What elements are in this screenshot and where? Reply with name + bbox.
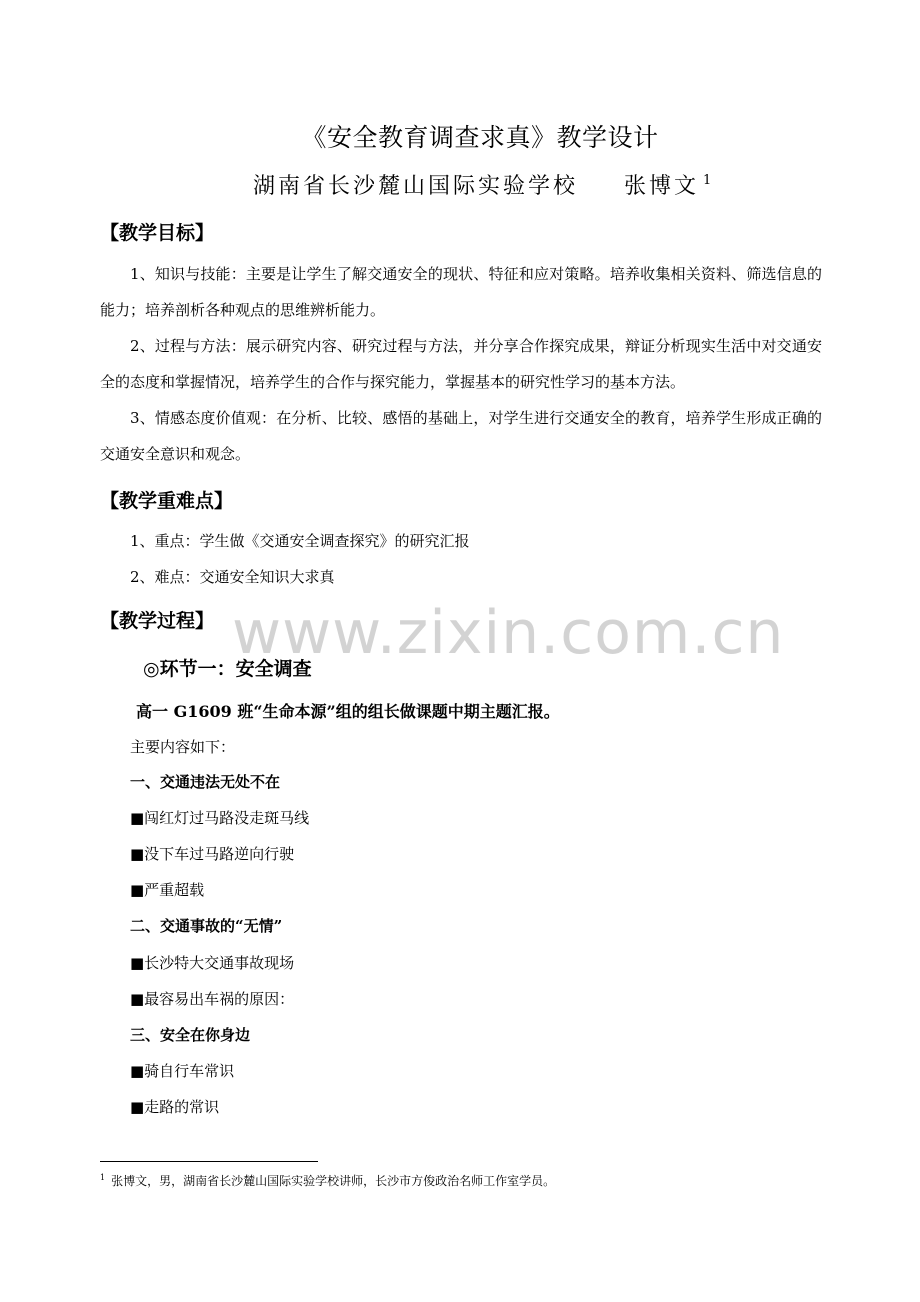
document-subtitle: [253, 169, 711, 200]
topic-1-title: 一、交通违法无处不在: [130, 773, 281, 791]
report-line: 高一 G1609 班“生命本源”组的组长做课题中期主题汇报。: [136, 702, 560, 721]
topic-1-item-3: ■严重超载: [130, 881, 205, 899]
topic-2-item-1: ■长沙特大交通事故现场: [130, 954, 295, 972]
topic-1-item-1: ■闯红灯过马路没走斑马线: [130, 809, 310, 827]
heading-teaching-goals: 【教学目标】: [100, 222, 215, 244]
heading-key-points: 【教学重难点】: [100, 490, 234, 512]
watermark: www.zixin.com.cn: [232, 598, 785, 668]
footnote-number: 1: [100, 1173, 106, 1182]
footnote-reference: 1: [703, 173, 712, 188]
goal-item-1: 1、知识与技能：主要是让学生了解交通安全的现状、特征和应对策略。培养收集相关资料、筛选信息的能力；培养剖析各种观点的思维辨析能力。: [100, 265, 822, 319]
topic-3-item-1: ■骑自行车常识: [130, 1062, 235, 1080]
topic-3-item-2: ■走路的常识: [130, 1098, 220, 1116]
key-point-1: 1、重点：学生做《交通安全调查探究》的研究汇报: [130, 532, 470, 550]
footnote-text: 张博文，男，湖南省长沙麓山国际实验学校讲师，长沙市方俊政治名师工作室学员。: [111, 1174, 556, 1188]
key-point-2: 2、难点：交通安全知识大求真: [130, 568, 335, 586]
topic-1-item-2: ■没下车过马路逆向行驶: [130, 845, 295, 863]
heading-teaching-process: 【教学过程】: [100, 610, 215, 632]
topic-3-title: 三、安全在你身边: [130, 1026, 251, 1044]
author-name: 张博文: [624, 174, 700, 199]
goal-item-3: 3、情感态度价值观：在分析、比较、感悟的基础上，对学生进行交通安全的教育，培养学生形成正确的交通安全意识和观念。: [100, 409, 822, 463]
school-name: 湖南省长沙麓山国际实验学校: [253, 174, 579, 199]
topic-2-title: 二、交通事故的“无情”: [130, 917, 283, 935]
footnote: [100, 1172, 555, 1189]
document-title: 《安全教育调查求真》教学设计: [301, 123, 659, 152]
stage-1-title: ◎环节一：安全调查: [143, 658, 312, 680]
content-intro: 主要内容如下：: [130, 738, 236, 756]
topic-2-item-2: ■最容易出车祸的原因：: [130, 990, 295, 1008]
footnote-divider: [100, 1161, 318, 1162]
goal-item-2: 2、过程与方法：展示研究内容、研究过程与方法，并分享合作探究成果，辩证分析现实生活中对交通安全的态度和掌握情况，培养学生的合作与探究能力，掌握基本的研究性学习的基本方法。: [100, 337, 822, 391]
